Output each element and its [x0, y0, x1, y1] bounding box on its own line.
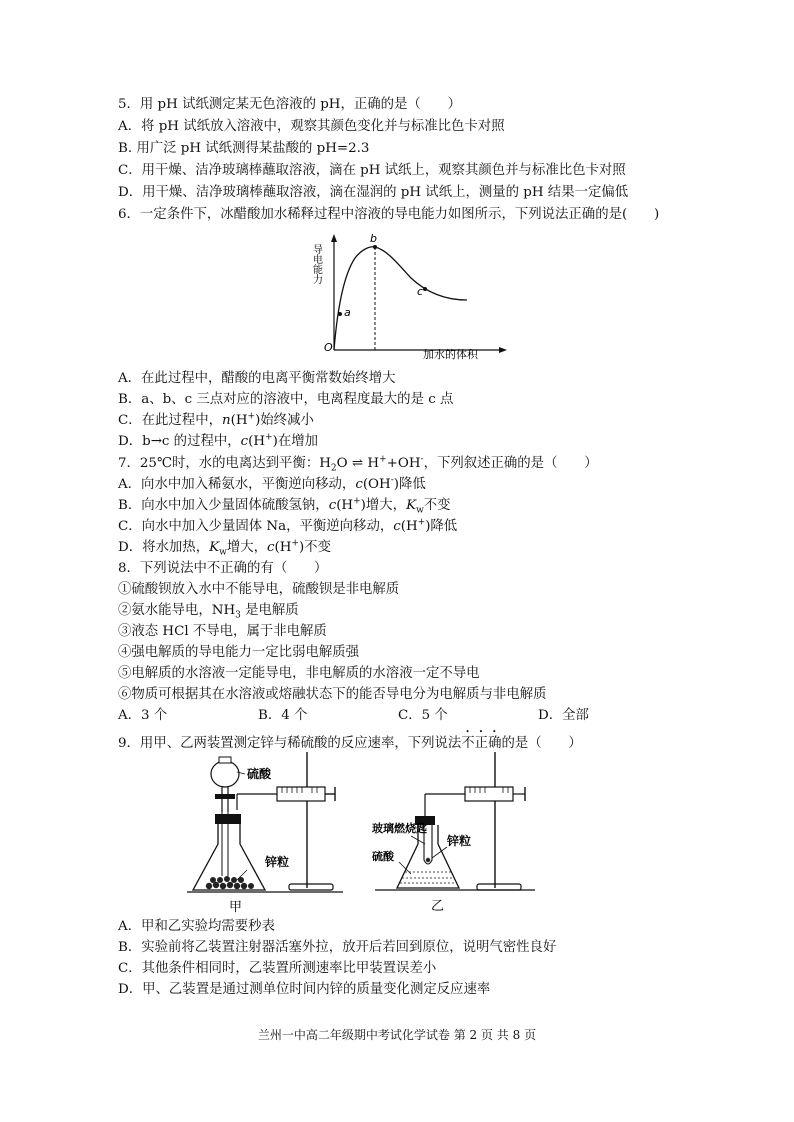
jia-zinc-label: 锌粒 — [265, 855, 290, 869]
q6-point-a-label: a — [344, 306, 351, 319]
q6-point-a — [338, 312, 342, 316]
jia-caption: 甲 — [229, 900, 243, 915]
q8-options — [118, 707, 589, 725]
q7-stem: 7．25℃时，水的电离达到平衡：$H_2O$ ⇌ H++OH-，下列叙述正确的是（ ） — [118, 454, 598, 474]
page-footer: 兰州一中高二年级期中考试化学试卷 第 2 页 共 8 页 — [257, 1028, 537, 1042]
q9-option-d: D．甲、乙装置是通过测单位时间内锌的质量变化测定反应速率 — [118, 982, 491, 997]
q8-statement-2: ②氨水能导电，$NH_3$ 是电解质 — [118, 603, 299, 621]
jia-acid-label: 硫酸 — [247, 767, 272, 781]
yi-zinc-label: 锌粒 — [447, 834, 472, 848]
yi-caption: 乙 — [431, 899, 445, 914]
q6-curve — [334, 247, 467, 350]
q6-origin-label: O — [324, 341, 333, 354]
q6-option-c: C．在此过程中，n(H+)始终减小 — [118, 411, 314, 428]
q9-apparatus-jia — [185, 752, 345, 917]
q5-stem: 5．用 pH 试纸测定某无色溶液的 pH，正确的是（ ） — [118, 97, 461, 112]
q8-option-a: A．3 个 — [118, 708, 168, 723]
q8-statement-4: ④强电解质的导电能力一定比弱电解质强 — [118, 645, 360, 660]
q9-stem: 9．用甲、乙两装置测定锌与稀硫酸的反应速率，下列说法不正确的是（ ） — [118, 736, 582, 751]
q8-option-b: B．4 个 — [258, 708, 308, 723]
equilibrium-arrow-icon: ⇌ — [351, 456, 364, 471]
q7-option-a: A．向水中加入稀氨水，平衡逆向移动，c(OH-)降低 — [118, 475, 426, 492]
q9-apparatus-yi — [372, 752, 545, 917]
q8-statement-3: ③液态 HCl 不导电，属于非电解质 — [118, 624, 327, 639]
q6-point-c-label: c — [417, 285, 424, 298]
q9-option-c: C．其他条件相同时，乙装置所测速率比甲装置误差小 — [118, 961, 437, 976]
q5-option-a: A．将 pH 试纸放入溶液中，观察其颜色变化并与标准比色卡对照 — [118, 119, 505, 134]
q6-point-b — [373, 245, 377, 249]
q8-stem: 8．下列说法中不正确的有（ ） — [118, 561, 328, 576]
q5-option-d: D．用干燥、洁净玻璃棒蘸取溶液，滴在湿润的 pH 试纸上，测量的 pH 结果一定偏低 — [118, 185, 629, 200]
q8-statement-1: ①硫酸钡放入水中不能导电，硫酸钡是非电解质 — [118, 582, 400, 597]
q9-emphasis: 不正确 — [461, 736, 502, 751]
q7-option-d: D．将水加热，$K_w$增大，c(H+)不变 — [118, 538, 331, 558]
q6-option-b: B．a、b、c 三点对应的溶液中，电离程度最大的是 c 点 — [118, 392, 454, 407]
q9-option-b: B．实验前将乙装置注射器活塞外拉，放开后若回到原位，说明气密性良好 — [118, 940, 557, 955]
q5-option-b: B. 用广泛 pH 试纸测得某盐酸的 pH=2.3 — [118, 141, 370, 156]
q6-x-axis-label: 加水的体积 — [423, 348, 478, 361]
q7-option-b: B．向水中加入少量固体硫酸氢钠，c(H+)增大，$K_w$不变 — [118, 496, 451, 516]
q8-statement-6: ⑥物质可根据其在水溶液或熔融状态下的能否导电分为电解质与非电解质 — [118, 687, 547, 702]
yi-acid-label: 硫酸 — [372, 850, 394, 863]
q8-option-d: D．全部 — [538, 708, 589, 723]
q6-option-a: A．在此过程中，醋酸的电离平衡常数始终增大 — [118, 371, 396, 386]
q6-point-c — [423, 287, 427, 291]
q6-y-axis-label: 导电能力 — [310, 244, 322, 284]
q6-stem: 6．一定条件下，冰醋酸加水稀释过程中溶液的导电能力如图所示，下列说法正确的是( ) — [118, 207, 660, 222]
q9-option-a: A．甲和乙实验均需要秒表 — [118, 919, 275, 934]
q6-point-b-label: b — [370, 232, 377, 245]
q6-conductivity-graph — [310, 228, 510, 361]
q8-statement-5: ⑤电解质的水溶液一定能导电，非电解质的水溶液一定不导电 — [118, 666, 480, 681]
q7-option-c: C．向水中加入少量固体 Na，平衡逆向移动，c(H+)降低 — [118, 517, 458, 534]
q8-option-c: C．5 个 — [398, 708, 448, 723]
q6-option-d: D．b→c 的过程中，c(H+)在增加 — [118, 432, 318, 449]
q5-option-c: C．用干燥、洁净玻璃棒蘸取溶液，滴在 pH 试纸上，观察其颜色并与标准比色卡对照 — [118, 163, 626, 178]
yi-spoon-label: 玻璃燃烧匙 — [372, 822, 427, 835]
